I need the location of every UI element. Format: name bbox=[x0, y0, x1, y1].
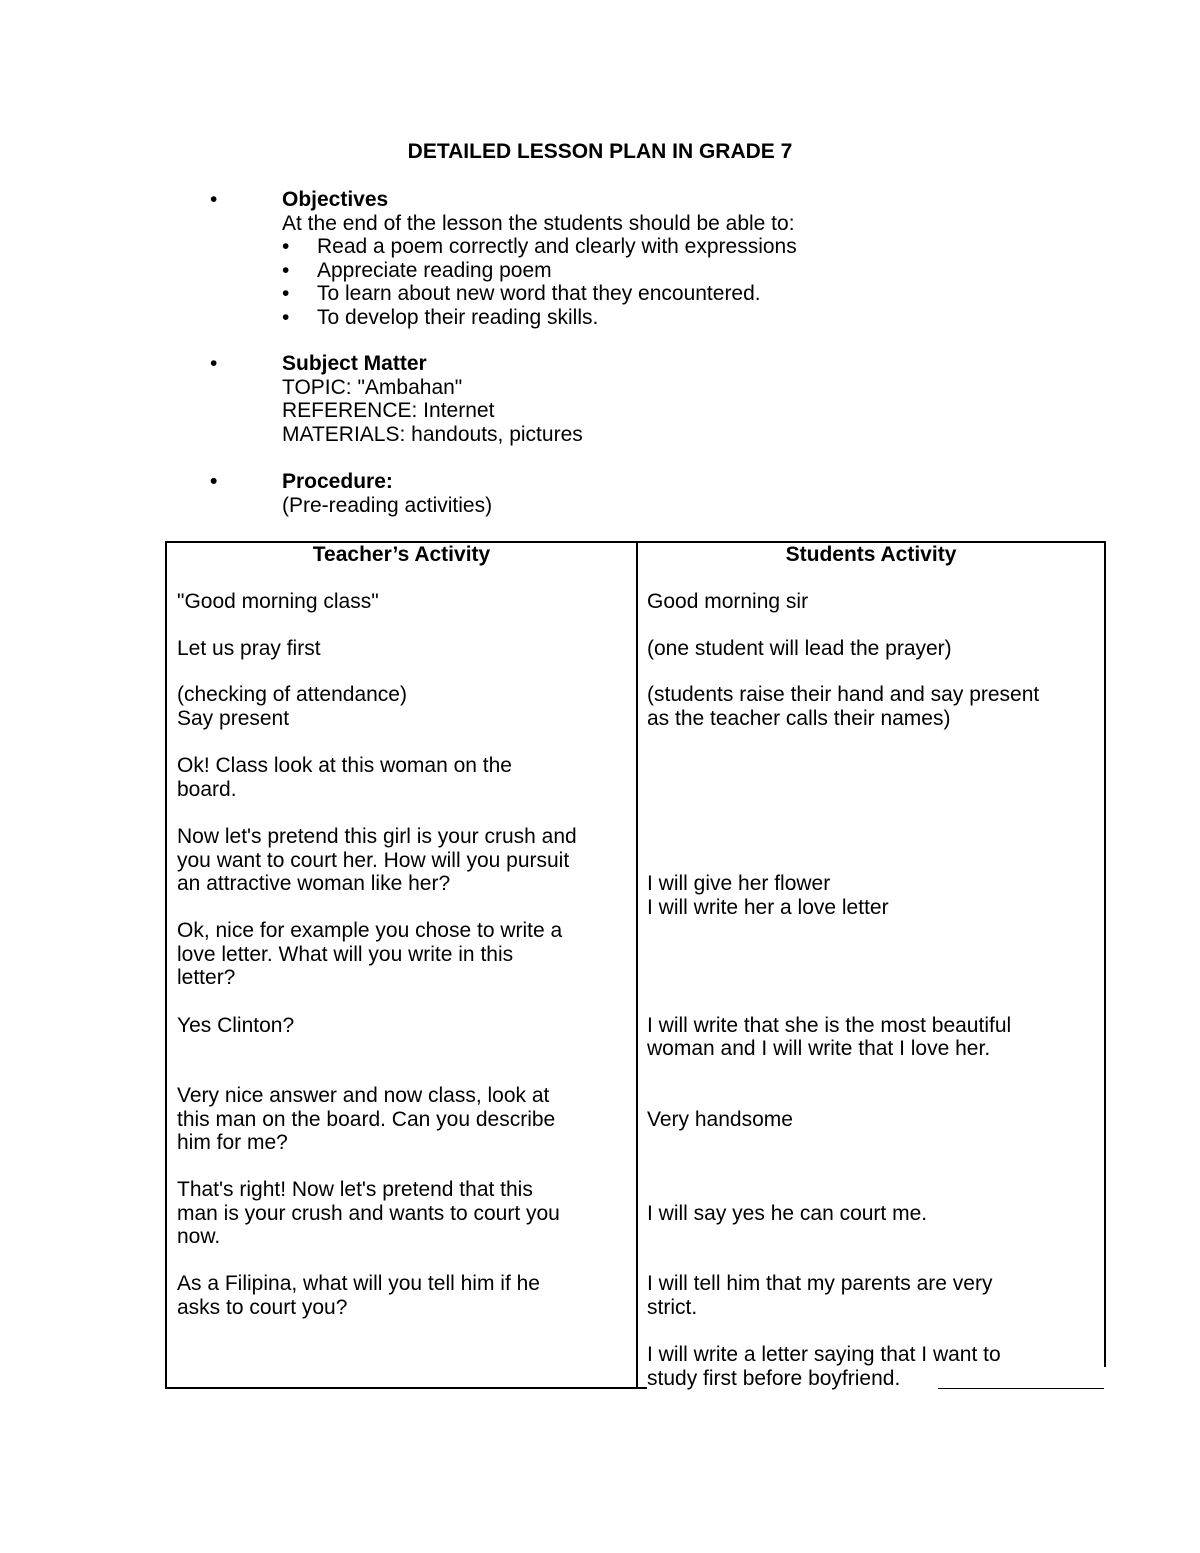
teacher-line: you want to court her. How will you pursuit bbox=[177, 849, 570, 872]
teacher-line: Ok, nice for example you chose to write a bbox=[177, 919, 563, 942]
column-divider bbox=[636, 543, 638, 1389]
teacher-line: an attractive woman like her? bbox=[177, 872, 451, 895]
activity-table bbox=[165, 541, 1106, 1389]
section-bullet: • bbox=[210, 188, 218, 211]
topic-line: TOPIC: "Ambahan" bbox=[282, 375, 463, 399]
teacher-line: "Good morning class" bbox=[177, 590, 379, 613]
teacher-line: Ok! Class look at this woman on the bbox=[177, 754, 512, 777]
student-line: I will tell him that my parents are very bbox=[647, 1272, 993, 1295]
table-bottom-underline bbox=[938, 1388, 1104, 1389]
teacher-line: board. bbox=[177, 778, 237, 801]
procedure-note: (Pre-reading activities) bbox=[282, 493, 493, 517]
teacher-line: this man on the board. Can you describe bbox=[177, 1108, 556, 1131]
teacher-line: That's right! Now let's pretend that this bbox=[177, 1178, 533, 1201]
teacher-line: him for me? bbox=[177, 1131, 288, 1154]
teacher-line: Let us pray first bbox=[177, 637, 321, 660]
student-line: strict. bbox=[647, 1296, 698, 1319]
teacher-line: now. bbox=[177, 1225, 221, 1248]
materials-line: MATERIALS: handouts, pictures bbox=[282, 422, 583, 446]
student-line: I will write a letter saying that I want to bbox=[647, 1343, 1001, 1366]
objective-item: • To learn about new word that they encountered. bbox=[282, 282, 1082, 306]
student-line: woman and I will write that I love her. bbox=[647, 1037, 991, 1060]
objective-item: • Appreciate reading poem bbox=[282, 259, 1082, 283]
subject-matter-heading: Subject Matter bbox=[282, 352, 427, 375]
student-line: Good morning sir bbox=[647, 590, 809, 613]
student-line: as the teacher calls their names) bbox=[647, 707, 951, 730]
objectives-heading: Objectives bbox=[282, 188, 389, 211]
student-line: Very handsome bbox=[647, 1108, 793, 1131]
teacher-line: love letter. What will you write in this bbox=[177, 943, 514, 966]
teacher-activity-header: Teacher’s Activity bbox=[312, 543, 491, 566]
section-bullet: • bbox=[210, 470, 218, 493]
teacher-line: (checking of attendance) bbox=[177, 683, 407, 706]
teacher-line: letter? bbox=[177, 966, 236, 989]
student-line: (students raise their hand and say present bbox=[647, 683, 1040, 706]
teacher-line: Say present bbox=[177, 707, 290, 730]
section-bullet: • bbox=[210, 352, 218, 375]
page-title: DETAILED LESSON PLAN IN GRADE 7 bbox=[407, 140, 793, 163]
student-line: I will give her flower bbox=[647, 872, 831, 895]
procedure-heading: Procedure: bbox=[282, 470, 393, 493]
teacher-line: Very nice answer and now class, look at bbox=[177, 1084, 550, 1107]
teacher-line: man is your crush and wants to court you bbox=[177, 1202, 560, 1225]
student-line: I will write that she is the most beautiful bbox=[647, 1014, 1012, 1037]
teacher-line: Yes Clinton? bbox=[177, 1014, 295, 1037]
teacher-line: Now let's pretend this girl is your crush and bbox=[177, 825, 577, 848]
student-line: I will write her a love letter bbox=[647, 896, 889, 919]
objectives-intro: At the end of the lesson the students should be able to: bbox=[282, 211, 795, 235]
teacher-line: asks to court you? bbox=[177, 1296, 348, 1319]
student-line: study first before boyfriend. bbox=[647, 1367, 1108, 1391]
objective-item: • To develop their reading skills. bbox=[282, 306, 1082, 330]
student-line: (one student will lead the prayer) bbox=[647, 637, 952, 660]
objective-item: • Read a poem correctly and clearly with expressions bbox=[282, 235, 1082, 259]
reference-line: REFERENCE: Internet bbox=[282, 399, 495, 422]
students-activity-header: Students Activity bbox=[785, 543, 957, 566]
student-line: I will say yes he can court me. bbox=[647, 1202, 928, 1225]
teacher-line: As a Filipina, what will you tell him if he bbox=[177, 1272, 540, 1295]
